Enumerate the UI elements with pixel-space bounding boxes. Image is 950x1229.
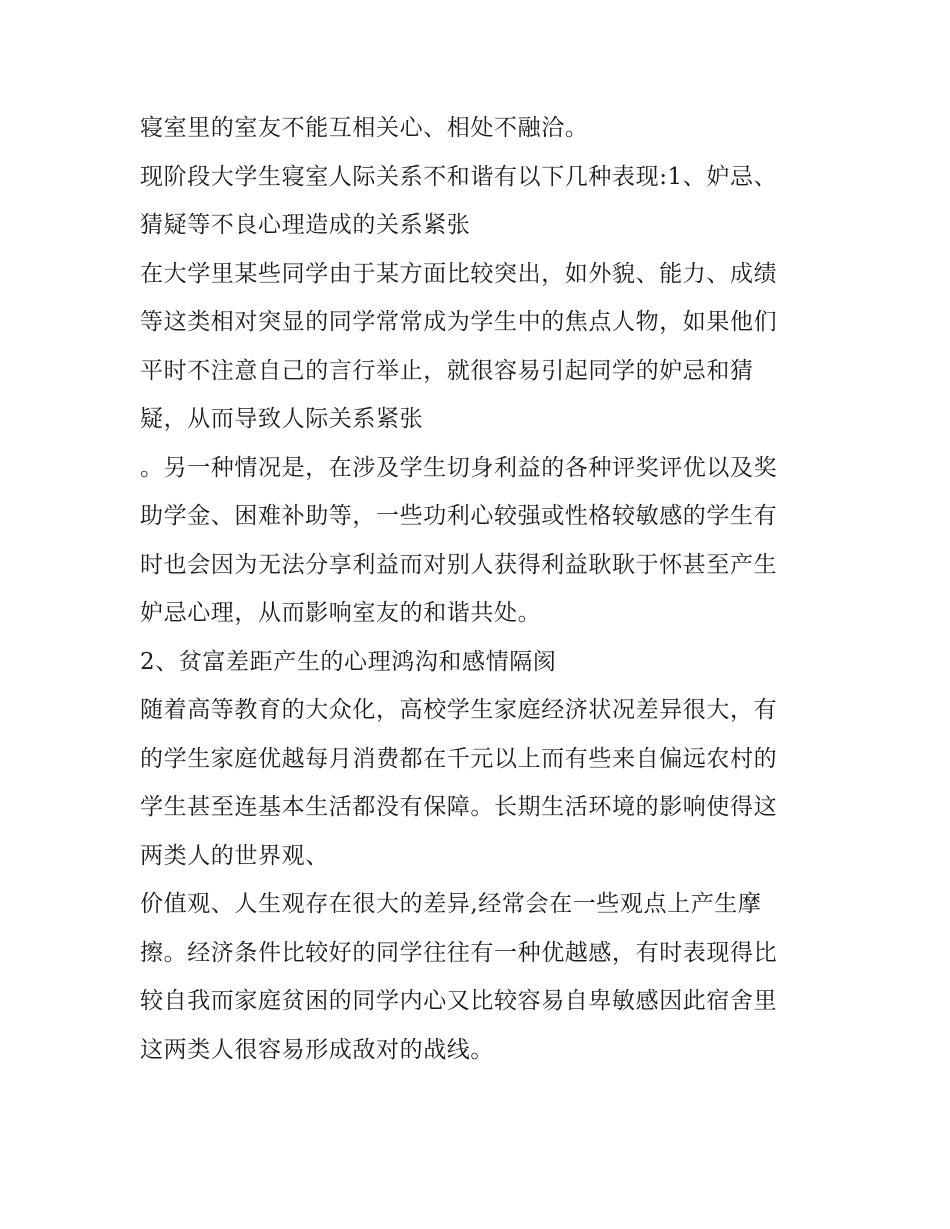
- text-line: 妒忌心理，从而影响室友的和谐共处。: [140, 600, 542, 626]
- text-line: 这两类人很容易形成敌对的战线。: [140, 1036, 494, 1063]
- text-line: 价值观、人生观存在很大的差异,经常会在一些观点上产生摩: [140, 891, 762, 917]
- text-line: 较自我而家庭贫困的同学内心又比较容易自卑敏感因此宿舍里: [140, 988, 778, 1014]
- text-line: 现阶段大学生寝室人际关系不和谐有以下几种表现:1、妒忌、: [140, 163, 778, 190]
- text-line: 在大学里某些同学由于某方面比较突出，如外貌、能力、成绩: [140, 260, 778, 287]
- text-line: 疑，从而导致人际关系紧张: [140, 406, 424, 432]
- text-line: 的学生家庭优越每月消费都在千元以上而有些来自偏远农村的: [140, 745, 778, 772]
- text-line: 等这类相对突显的同学常常成为学生中的焦点人物，如果他们: [140, 309, 778, 335]
- text-line: 随着高等教育的大众化，高校学生家庭经济状况差异很大，有: [140, 697, 778, 723]
- text-line: 学生甚至连基本生活都没有保障。长期生活环境的影响使得这: [140, 794, 778, 820]
- text-line: 猜疑等不良心理造成的关系紧张: [140, 212, 471, 238]
- text-line: 擦。经济条件比较好的同学往往有一种优越感，有时表现得比: [140, 939, 778, 966]
- text-line: 寝室里的室友不能互相关心、相处不融洽。: [140, 115, 589, 141]
- text-line: 时也会因为无法分享利益而对别人获得利益耿耿于怀甚至产生: [140, 551, 778, 578]
- body-text: [140, 104, 820, 1074]
- section-heading: 2、贫富差距产生的心理鸿沟和感情隔阂: [140, 648, 557, 675]
- text-line: 助学金、困难补助等，一些功利心较强或性格较敏感的学生有: [140, 503, 778, 529]
- text-line: 平时不注意自己的言行举止，就很容易引起同学的妒忌和猜: [140, 357, 754, 384]
- text-line: 。另一种情况是，在涉及学生切身利益的各种评奖评优以及奖: [140, 454, 778, 481]
- text-line: 两类人的世界观、: [140, 842, 329, 869]
